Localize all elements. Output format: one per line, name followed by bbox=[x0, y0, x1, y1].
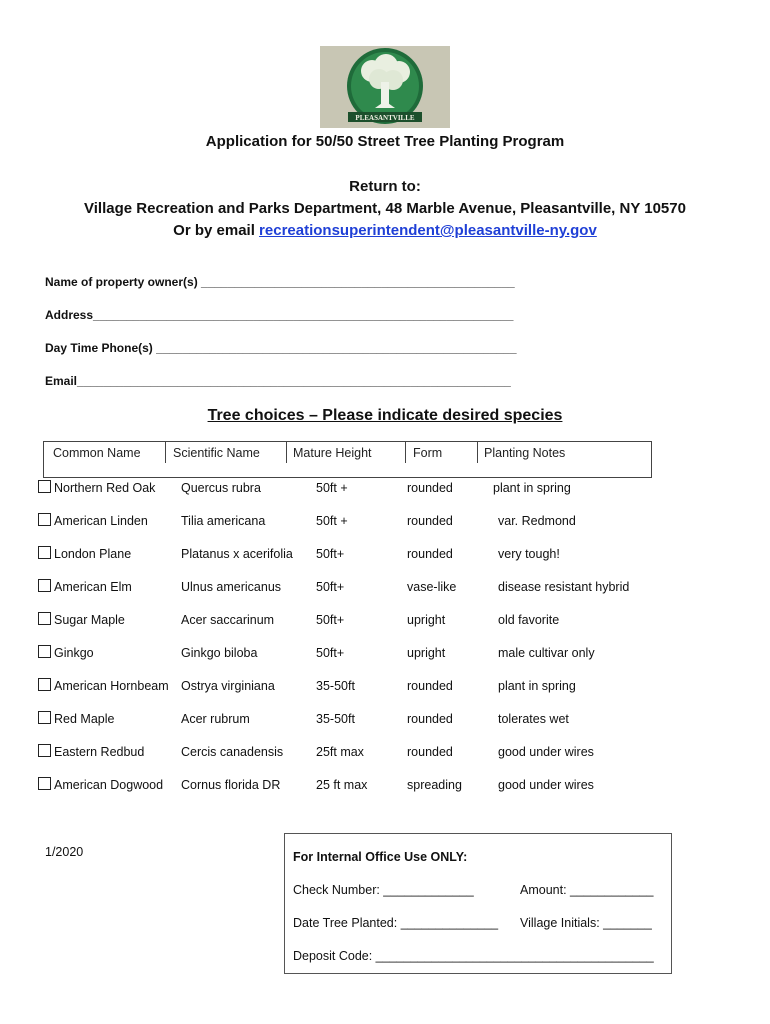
common-name: Sugar Maple bbox=[54, 613, 125, 627]
tree-checkbox[interactable] bbox=[38, 678, 51, 691]
mature-height: 35-50ft bbox=[316, 679, 355, 693]
tree-row bbox=[0, 547, 770, 567]
tree-checkbox[interactable] bbox=[38, 777, 51, 790]
scientific-name: Ginkgo biloba bbox=[181, 646, 258, 660]
page-title: Application for 50/50 Street Tree Planting Program bbox=[205, 133, 565, 150]
common-name: American Dogwood bbox=[54, 778, 164, 792]
address-field[interactable]: Address_______________________________________________________________ bbox=[45, 308, 514, 322]
form-revision-date: 1/2020 bbox=[45, 845, 84, 859]
tree-form: upright bbox=[407, 646, 446, 660]
scientific-name: Acer rubrum bbox=[181, 712, 250, 726]
internal-office-box bbox=[284, 833, 672, 974]
tree-row bbox=[0, 481, 770, 501]
tree-row bbox=[0, 679, 770, 699]
mature-height: 35-50ft bbox=[316, 712, 355, 726]
scientific-name: Cornus florida DR bbox=[181, 778, 281, 792]
tree-choices-heading: Tree choices – Please indicate desired species bbox=[207, 407, 563, 424]
tree-form: vase-like bbox=[407, 580, 457, 594]
common-name: Northern Red Oak bbox=[54, 481, 156, 495]
tree-form: rounded bbox=[407, 712, 453, 726]
planting-notes: good under wires bbox=[498, 778, 594, 792]
planting-notes: plant in spring bbox=[493, 481, 571, 495]
owner-name-field[interactable]: Name of property owner(s) _______________________________________________ bbox=[45, 275, 515, 289]
return-address: Village Recreation and Parks Department, 48 Marble Avenue, Pleasantville, NY 10570 bbox=[84, 200, 686, 217]
planting-notes: plant in spring bbox=[498, 679, 576, 693]
scientific-name: Ulnus americanus bbox=[181, 580, 282, 594]
planting-notes: good under wires bbox=[498, 745, 594, 759]
tree-checkbox[interactable] bbox=[38, 711, 51, 724]
column-header-mature-height: Mature Height bbox=[293, 446, 372, 460]
tree-form: spreading bbox=[407, 778, 462, 792]
tree-checkbox[interactable] bbox=[38, 744, 51, 757]
phone-field[interactable]: Day Time Phone(s) ______________________________________________________ bbox=[45, 341, 517, 355]
mature-height: 50ft+ bbox=[316, 547, 345, 561]
tree-row bbox=[0, 580, 770, 600]
mature-height: 50ft + bbox=[316, 514, 348, 528]
tree-form: rounded bbox=[407, 547, 453, 561]
deposit-code-field[interactable]: Deposit Code: ________________________________________ bbox=[293, 949, 654, 963]
planting-notes: tolerates wet bbox=[498, 712, 569, 726]
column-divider bbox=[165, 441, 166, 463]
tree-checkbox[interactable] bbox=[38, 546, 51, 559]
mature-height: 50ft+ bbox=[316, 646, 345, 660]
common-name: American Hornbeam bbox=[54, 679, 169, 693]
email-field[interactable]: Email_________________________________________________________________ bbox=[45, 374, 511, 388]
column-header-form: Form bbox=[413, 446, 443, 460]
planting-notes: disease resistant hybrid bbox=[498, 580, 630, 594]
mature-height: 50ft+ bbox=[316, 613, 345, 627]
scientific-name: Quercus rubra bbox=[181, 481, 261, 495]
tree-form: rounded bbox=[407, 679, 453, 693]
check-number-field[interactable]: Check Number: _____________ bbox=[293, 883, 474, 897]
scientific-name: Cercis canadensis bbox=[181, 745, 284, 759]
scientific-name: Platanus x acerifolia bbox=[181, 547, 293, 561]
tree-form: rounded bbox=[407, 514, 453, 528]
tree-seal-icon bbox=[320, 46, 450, 128]
common-name: Ginkgo bbox=[54, 646, 94, 660]
village-seal-logo bbox=[320, 46, 450, 128]
mature-height: 50ft+ bbox=[316, 580, 345, 594]
column-header-planting-notes: Planting Notes bbox=[484, 446, 566, 460]
column-divider bbox=[286, 441, 287, 463]
mature-height: 25 ft max bbox=[316, 778, 368, 792]
email-link[interactable]: recreationsuperintendent@pleasantville-ny.gov bbox=[259, 222, 597, 239]
common-name: American Elm bbox=[54, 580, 132, 594]
tree-checkbox[interactable] bbox=[38, 612, 51, 625]
tree-row bbox=[0, 712, 770, 732]
tree-row bbox=[0, 613, 770, 633]
scientific-name: Ostrya virginiana bbox=[181, 679, 275, 693]
email-prefix: Or by email bbox=[173, 222, 260, 239]
common-name: London Plane bbox=[54, 547, 132, 561]
village-initials-field[interactable]: Village Initials: _______ bbox=[520, 916, 652, 930]
planting-notes: old favorite bbox=[498, 613, 560, 627]
column-header-common-name: Common Name bbox=[53, 446, 141, 460]
column-divider bbox=[477, 441, 478, 463]
amount-field[interactable]: Amount: ____________ bbox=[520, 883, 654, 897]
scientific-name: Acer saccarinum bbox=[181, 613, 275, 627]
tree-row bbox=[0, 514, 770, 534]
tree-form: rounded bbox=[407, 481, 453, 495]
column-header-scientific-name: Scientific Name bbox=[173, 446, 260, 460]
tree-row bbox=[0, 646, 770, 666]
tree-checkbox[interactable] bbox=[38, 645, 51, 658]
tree-checkbox[interactable] bbox=[38, 480, 51, 493]
date-planted-field[interactable]: Date Tree Planted: ______________ bbox=[293, 916, 499, 930]
mature-height: 50ft + bbox=[316, 481, 348, 495]
tree-checkbox[interactable] bbox=[38, 513, 51, 526]
return-to-label: Return to: bbox=[349, 178, 421, 195]
column-divider bbox=[405, 441, 406, 463]
common-name: Eastern Redbud bbox=[54, 745, 145, 759]
scientific-name: Tilia americana bbox=[181, 514, 266, 528]
email-line bbox=[0, 222, 770, 239]
tree-form: rounded bbox=[407, 745, 453, 759]
planting-notes: var. Redmond bbox=[498, 514, 576, 528]
tree-row bbox=[0, 778, 770, 798]
planting-notes: very tough! bbox=[498, 547, 560, 561]
common-name: American Linden bbox=[54, 514, 148, 528]
office-title: For Internal Office Use ONLY: bbox=[293, 850, 468, 864]
tree-checkbox[interactable] bbox=[38, 579, 51, 592]
common-name: Red Maple bbox=[54, 712, 115, 726]
planting-notes: male cultivar only bbox=[498, 646, 595, 660]
mature-height: 25ft max bbox=[316, 745, 364, 759]
tree-row bbox=[0, 745, 770, 765]
tree-form: upright bbox=[407, 613, 446, 627]
svg-text:PLEASANTVILLE: PLEASANTVILLE bbox=[355, 114, 415, 122]
